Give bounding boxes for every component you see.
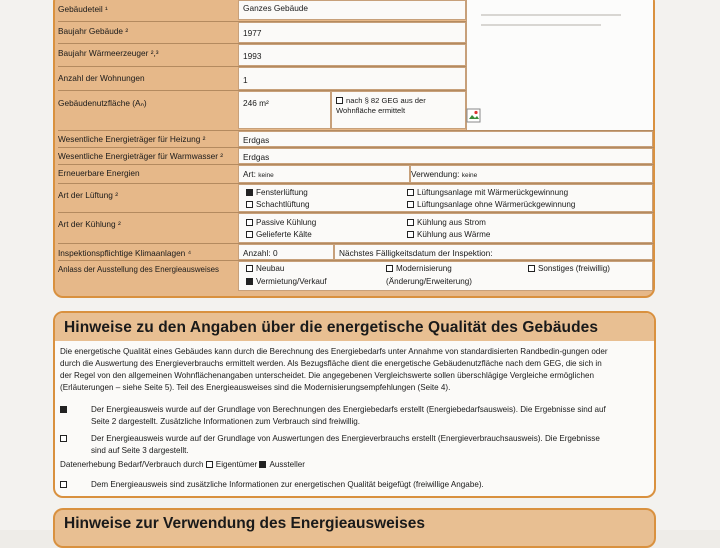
art-label: Art: (243, 169, 256, 179)
checkbox-icon (386, 265, 393, 272)
checkbox-zusatzinfo[interactable] (60, 479, 70, 491)
option-schachtlueftung[interactable] (246, 199, 310, 211)
broken-image-icon (466, 108, 482, 124)
value-anzahl-wohnungen: 1 (238, 67, 466, 90)
option-fensterlueftung[interactable] (246, 187, 308, 199)
option-label: Passive Kühlung (256, 218, 317, 227)
checkbox-icon (336, 97, 343, 104)
value-energietraeger-warmwasser: Erdgas (238, 148, 653, 164)
option-sonstiges[interactable] (528, 263, 610, 275)
checkbox-icon (60, 406, 67, 413)
label-gebaeudeteil: Gebäudeteil ¹ (58, 4, 108, 14)
option-neubau[interactable] (246, 263, 284, 275)
option-modernisierung[interactable] (386, 263, 452, 275)
checkbox-icon (60, 481, 67, 488)
hinweise-paragraph-line-4: (Erläuterungen – siehe Seite 5). Teil des Energieausweises sind die Modernisierungsempfehlungen (Seite 4). (60, 383, 451, 392)
value-klimaanlagen-anzahl: Anzahl: 0 (238, 244, 334, 260)
option-label: Vermietung/Verkauf (256, 277, 327, 286)
eigentuemer-label: Eigentümer (215, 460, 258, 469)
hinweise-paragraph-line-2: durch die Auswertung des Energieverbrauchs ermittelt werden. Als Bezugsfläche dient die energetische Gebäudenutzfläche nach dem GEG, die sich in (60, 359, 602, 368)
option-label: Fensterlüftung (256, 188, 308, 197)
checkbox-icon (407, 231, 414, 238)
value-faelligkeitsdatum: Nächstes Fälligkeitsdatum der Inspektion: (334, 244, 653, 260)
label-baujahr-gebaeude: Baujahr Gebäude ² (58, 26, 129, 36)
label-kuehlung: Art der Kühlung ² (58, 219, 121, 229)
erneuerbare-art (238, 165, 410, 183)
zusatzinfo-text: Dem Energieausweis sind zusätzliche Informationen zur energetischen Qualität beigefügt (freiwillige Angabe). (91, 480, 484, 489)
checkbox-icon (407, 219, 414, 226)
option-label: Gelieferte Kälte (256, 230, 312, 239)
option-lueftungsanlage-ohne[interactable] (407, 199, 575, 211)
option-label: Lüftungsanlage ohne Wärmerückgewinnung (417, 200, 576, 209)
option-kuehlung-waerme[interactable] (407, 229, 490, 241)
datenerhebung-row (60, 459, 305, 471)
checkbox-icon (407, 189, 414, 196)
checkbox-icon (206, 461, 213, 468)
verwendung-section (53, 508, 656, 548)
checkbox-icon (246, 201, 253, 208)
checkbox-icon (246, 189, 253, 196)
checkbox-icon (60, 435, 67, 442)
value-gebaeudeteil: Ganzes Gebäude (238, 0, 466, 20)
verwendung-value: keine (461, 172, 478, 179)
option-passive-kuehlung[interactable] (246, 217, 316, 229)
verwendung-title: Hinweise zur Verwendung des Energieausweises (64, 515, 425, 532)
option-label: Modernisierung (396, 264, 452, 273)
checkbox-aussteller[interactable] (259, 460, 305, 469)
value-baujahr-gebaeude: 1977 (238, 22, 466, 43)
aussteller-label: Aussteller (269, 460, 305, 469)
checkbox-bedarfsausweis[interactable] (60, 404, 70, 416)
building-photo-area (466, 0, 653, 130)
checkbox-icon (528, 265, 535, 272)
verbrauchsausweis-line-1: Der Energieausweis wurde auf der Grundlage von Auswertungen des Energieverbrauchs erstellt (Energieverbrauchsausweis). Die Ergebnisse (91, 434, 600, 443)
checkbox-label: nach § 82 GEG aus der Wohnfläche ermittelt (336, 96, 426, 115)
label-energietraeger-warmwasser: Wesentliche Energieträger für Warmwasser ² (58, 151, 224, 161)
verwendung-label: Verwendung: (411, 169, 460, 179)
label-anlass: Anlass der Ausstellung des Energieausweises (58, 265, 219, 274)
label-erneuerbare: Erneuerbare Energien (58, 168, 140, 178)
label-lueftung: Art der Lüftung ² (58, 190, 118, 200)
checkbox-icon (246, 265, 253, 272)
checkbox-icon (259, 461, 266, 468)
label-energietraeger-heizung: Wesentliche Energieträger für Heizung ² (58, 134, 206, 144)
hinweise-paragraph-line-3: der Regel von den allgemeinen Wohnflächenangaben unterscheidet. Die angegebenen Vergleichswerte sollen überschlägige Vergleiche ermöglichen (60, 371, 594, 380)
checkbox-icon (246, 231, 253, 238)
erneuerbare-verwendung (410, 165, 653, 183)
option-modernisierung-sub: (Änderung/Erweiterung) (386, 277, 472, 286)
verbrauchsausweis-line-2: sind auf Seite 3 dargestellt. (91, 446, 189, 455)
option-label: Neubau (256, 264, 285, 273)
art-value: keine (258, 172, 274, 179)
bedarfsausweis-line-2: Seite 2 dargestellt. Zusätzliche Informationen zum Verbrauch sind freiwillig. (91, 417, 361, 426)
hinweise-title: Hinweise zu den Angaben über die energetische Qualität des Gebäudes (64, 319, 599, 336)
option-label: Kühlung aus Strom (417, 218, 486, 227)
bedarfsausweis-line-1: Der Energieausweis wurde auf der Grundlage von Berechnungen des Energiebedarfs erstellt (Energiebedarfsausweis). Die Ergebnisse sind auf (91, 405, 606, 414)
hinweise-header (55, 313, 654, 341)
checkbox-icon (407, 201, 414, 208)
value-baujahr-waermeerzeuger: 1993 (238, 44, 466, 66)
option-kuehlung-strom[interactable] (407, 217, 486, 229)
option-label: Sonstiges (freiwillig) (538, 264, 610, 273)
hinweise-paragraph-line-1: Die energetische Qualität eines Gebäudes kann durch die Berechnung des Energiebedarfs unter Annahme von standardisierten Randbedin-gungen oder (60, 347, 608, 356)
option-label: Kühlung aus Wärme (417, 230, 491, 239)
option-label: Lüftungsanlage mit Wärmerückgewinnung (417, 188, 569, 197)
datenerhebung-label: Datenerhebung Bedarf/Verbrauch durch (60, 460, 204, 469)
option-label: Schachtlüftung (256, 200, 310, 209)
checkbox-verbrauchsausweis[interactable] (60, 433, 70, 445)
label-klimaanlagen: Inspektionspflichtige Klimaanlagen ⁴ (58, 248, 192, 258)
checkbox-nutzflaeche[interactable] (331, 91, 466, 129)
option-gelieferte-kaelte[interactable] (246, 229, 312, 241)
label-baujahr-waermeerzeuger: Baujahr Wärmeerzeuger ²,³ (58, 48, 159, 58)
label-nutzflaeche: Gebäudenutzfläche (Aₙ) (58, 98, 147, 108)
option-vermietung-verkauf[interactable] (246, 276, 327, 288)
checkbox-eigentuemer[interactable] (206, 460, 257, 469)
checkbox-icon (246, 219, 253, 226)
checkbox-icon (246, 278, 253, 285)
label-anzahl-wohnungen: Anzahl der Wohnungen (58, 73, 145, 83)
value-energietraeger-heizung: Erdgas (238, 131, 653, 147)
value-nutzflaeche: 246 m² (238, 91, 331, 129)
option-lueftungsanlage-mit[interactable] (407, 187, 568, 199)
